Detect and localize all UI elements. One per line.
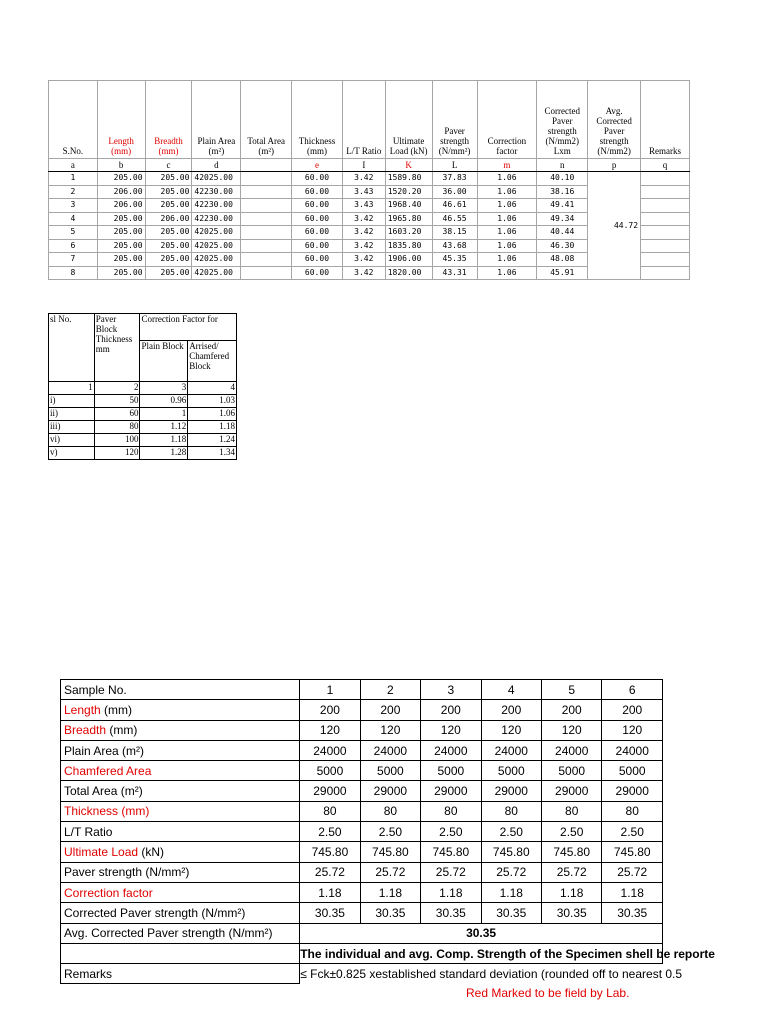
cf-cell-sl: vi) [49, 434, 95, 447]
value-cell: 30.35 [300, 903, 360, 923]
cell-paver: 43.31 [432, 266, 477, 280]
row-label-text: Ultimate Load [64, 845, 139, 860]
cell-paver: 45.35 [432, 253, 477, 267]
cell-thick: 60.00 [292, 266, 343, 280]
std-deviation-note: ≤ Fck±0.825 xestablished standard deviation (rounded off to nearest 0.5 [300, 967, 683, 982]
cell-remarks [641, 185, 690, 199]
value-cell: 2.50 [542, 822, 602, 842]
letter-cell: I [342, 159, 385, 172]
cell-total [241, 253, 292, 267]
value-cell: 24000 [602, 740, 663, 760]
cf-cell-t: 60 [94, 408, 140, 421]
cf-cell-a: 1.24 [188, 434, 237, 447]
cf-col-thickness: Paver Block Thickness mm [94, 314, 140, 382]
cell-remarks [641, 199, 690, 213]
value-cell: 200 [602, 700, 663, 720]
row-label-text: Length [64, 702, 101, 717]
cf-col-arrised: Arrised/ Chamfered Block [188, 341, 237, 382]
cell-load: 1820.00 [385, 266, 432, 280]
row-label [61, 720, 300, 740]
remarks-label: Remarks [61, 964, 300, 984]
table-row [61, 842, 663, 862]
table-row [61, 903, 663, 923]
value-cell: 30.35 [542, 903, 602, 923]
table-row [49, 434, 237, 447]
cell-length: 206.00 [97, 199, 145, 213]
cell-length: 206.00 [97, 185, 145, 199]
cf-cell-a: 1.03 [188, 395, 237, 408]
cell-thick: 60.00 [292, 253, 343, 267]
value-cell: 1.18 [360, 882, 420, 902]
cell-length: 205.00 [97, 239, 145, 253]
row-label [61, 761, 300, 781]
cell-length: 205.00 [97, 226, 145, 240]
cell-total [241, 266, 292, 280]
value-cell: 5000 [481, 761, 541, 781]
letter-cell: c [145, 159, 192, 172]
row-label-text: Plain Area (m²) [64, 743, 145, 758]
value-cell: 80 [421, 801, 481, 821]
breadth-label: Breadth [154, 136, 183, 146]
value-cell: 1.18 [602, 882, 663, 902]
cell-remarks [641, 239, 690, 253]
cell-total [241, 226, 292, 240]
cell-total [241, 212, 292, 226]
value-cell: 745.80 [542, 842, 602, 862]
avg-row [61, 923, 663, 943]
cell-thick: 60.00 [292, 199, 343, 213]
value-cell: 745.80 [481, 842, 541, 862]
value-cell: 745.80 [421, 842, 481, 862]
sample-header-row [61, 680, 663, 700]
cell-paver: 46.55 [432, 212, 477, 226]
cell-corr: 49.34 [537, 212, 588, 226]
value-cell: 1.18 [542, 882, 602, 902]
cell-thick: 60.00 [292, 226, 343, 240]
cell-breadth: 205.00 [145, 199, 192, 213]
value-cell: 5000 [300, 761, 360, 781]
header-row [49, 81, 690, 159]
col-correction-factor: Correction factor [477, 81, 537, 159]
value-cell: 120 [421, 720, 481, 740]
cf-cell-sl: i) [49, 395, 95, 408]
value-cell: 5000 [360, 761, 420, 781]
cell-length: 205.00 [97, 212, 145, 226]
row-label-text: Chamfered Area [64, 763, 152, 778]
sample-number: 1 [300, 680, 360, 700]
cf-header-row [49, 314, 237, 341]
cell-cf: 1.06 [477, 172, 537, 186]
value-cell: 5000 [602, 761, 663, 781]
cell-breadth: 205.00 [145, 266, 192, 280]
cf-col-plain: Plain Block [140, 341, 188, 382]
cell-corr: 40.10 [537, 172, 588, 186]
cell-sno: 8 [49, 266, 98, 280]
cf-colnum: 4 [188, 382, 237, 395]
cf-cell-a: 1.06 [188, 408, 237, 421]
row-label [61, 781, 300, 801]
cell-length: 205.00 [97, 266, 145, 280]
value-cell: 200 [300, 700, 360, 720]
cf-cell-t: 80 [94, 421, 140, 434]
cf-cell-p: 0.96 [140, 395, 188, 408]
value-cell: 30.35 [360, 903, 420, 923]
cf-cell-sl: iii) [49, 421, 95, 434]
value-cell: 25.72 [360, 862, 420, 882]
value-cell: 200 [360, 700, 420, 720]
table1-body [49, 172, 690, 280]
length-unit: (mm) [111, 146, 132, 156]
value-cell: 30.35 [602, 903, 663, 923]
cell-length: 205.00 [97, 172, 145, 186]
cell-breadth: 205.00 [145, 253, 192, 267]
letter-cell: n [537, 159, 588, 172]
cell-plain: 42230.00 [192, 212, 241, 226]
row-label-text: Correction factor [64, 885, 153, 900]
col-length [97, 81, 145, 159]
cell-corr: 48.08 [537, 253, 588, 267]
paver-test-table [48, 80, 690, 280]
cell-corr: 49.41 [537, 199, 588, 213]
remarks-row [61, 964, 663, 984]
cf-cell-p: 1.12 [140, 421, 188, 434]
table-row [49, 395, 237, 408]
cell-sno: 2 [49, 185, 98, 199]
value-cell: 745.80 [300, 842, 360, 862]
row-label [61, 903, 300, 923]
value-cell: 5000 [542, 761, 602, 781]
sample-label: Sample No. [61, 680, 300, 700]
table-row [61, 700, 663, 720]
correction-factor-table [48, 313, 237, 460]
value-cell: 30.35 [481, 903, 541, 923]
cell-plain: 42025.00 [192, 172, 241, 186]
cell-cf: 1.06 [477, 226, 537, 240]
row-label-text: Total Area (m²) [64, 784, 143, 799]
cell-paver: 43.68 [432, 239, 477, 253]
cell-lt: 3.42 [342, 266, 385, 280]
value-cell: 24000 [421, 740, 481, 760]
value-cell: 80 [542, 801, 602, 821]
col-corrected-strength: Corrected Paver strength (N/mm2) Lxm [537, 81, 588, 159]
row-label-text: Thickness (mm) [64, 804, 150, 819]
row-label-text: Corrected Paver strength (N/mm²) [64, 905, 246, 920]
value-cell: 120 [481, 720, 541, 740]
value-cell: 24000 [300, 740, 360, 760]
cell-plain: 42230.00 [192, 185, 241, 199]
cell-remarks [641, 266, 690, 280]
cell-load: 1965.80 [385, 212, 432, 226]
cell-breadth: 205.00 [145, 226, 192, 240]
cell-lt: 3.42 [342, 172, 385, 186]
cell-plain: 42230.00 [192, 199, 241, 213]
letter-cell: b [97, 159, 145, 172]
cell-breadth: 205.00 [145, 172, 192, 186]
sample-number: 5 [542, 680, 602, 700]
value-cell: 1.18 [421, 882, 481, 902]
table-row [61, 740, 663, 760]
cell-remarks [641, 226, 690, 240]
cell-breadth: 205.00 [145, 239, 192, 253]
cell-total [241, 185, 292, 199]
sample-results-table [60, 679, 715, 984]
value-cell: 120 [542, 720, 602, 740]
cell-thick: 60.00 [292, 239, 343, 253]
table-row [61, 801, 663, 821]
cell-load: 1906.00 [385, 253, 432, 267]
cell-thick: 60.00 [292, 172, 343, 186]
row-label-text: Paver strength (N/mm²) [64, 865, 190, 880]
cf-colnum: 3 [140, 382, 188, 395]
value-cell: 1.18 [481, 882, 541, 902]
value-cell: 30.35 [421, 903, 481, 923]
value-cell: 120 [300, 720, 360, 740]
row-label-text: Breadth [64, 723, 107, 738]
letter-row [49, 159, 690, 172]
sample-number: 4 [481, 680, 541, 700]
cell-cf: 1.06 [477, 239, 537, 253]
row-label [61, 882, 300, 902]
letter-cell: d [192, 159, 241, 172]
letter-cell: m [477, 159, 537, 172]
value-cell: 2.50 [421, 822, 481, 842]
cell-lt: 3.42 [342, 212, 385, 226]
table-row [49, 421, 237, 434]
cell-breadth: 206.00 [145, 212, 192, 226]
value-cell: 25.72 [542, 862, 602, 882]
cell-plain: 42025.00 [192, 239, 241, 253]
col-avg-corrected: Avg. Corrected Paver strength (N/mm2) [588, 81, 641, 159]
cf-cell-p: 1.28 [140, 447, 188, 460]
cell-corr: 40.44 [537, 226, 588, 240]
cell-load: 1603.20 [385, 226, 432, 240]
cell-remarks [641, 253, 690, 267]
value-cell: 200 [481, 700, 541, 720]
value-cell: 25.72 [300, 862, 360, 882]
cell-length: 205.00 [97, 253, 145, 267]
letter-cell [241, 159, 292, 172]
cell-plain: 42025.00 [192, 226, 241, 240]
cell-cf: 1.06 [477, 185, 537, 199]
cell-sno: 3 [49, 199, 98, 213]
cell-sno: 4 [49, 212, 98, 226]
value-cell: 24000 [542, 740, 602, 760]
value-cell: 29000 [360, 781, 420, 801]
cf-cell-t: 50 [94, 395, 140, 408]
value-cell: 80 [300, 801, 360, 821]
cell-paver: 38.15 [432, 226, 477, 240]
cell-lt: 3.43 [342, 185, 385, 199]
length-label: Length [108, 136, 134, 146]
cf-cell-a: 1.18 [188, 421, 237, 434]
cell-cf: 1.06 [477, 266, 537, 280]
row-label [61, 801, 300, 821]
value-cell: 29000 [300, 781, 360, 801]
cell-sno: 6 [49, 239, 98, 253]
value-cell: 120 [360, 720, 420, 740]
value-cell: 25.72 [481, 862, 541, 882]
red-marked-note: Red Marked to be field by Lab. [466, 986, 630, 1000]
cell-cf: 1.06 [477, 199, 537, 213]
row-label [61, 842, 300, 862]
cell-sno: 7 [49, 253, 98, 267]
value-cell: 29000 [542, 781, 602, 801]
cf-cell-a: 1.34 [188, 447, 237, 460]
letter-cell: K [385, 159, 432, 172]
value-cell: 80 [481, 801, 541, 821]
value-cell: 200 [542, 700, 602, 720]
cf-cell-sl: v) [49, 447, 95, 460]
value-cell: 2.50 [300, 822, 360, 842]
cf-colnum-row [49, 382, 237, 395]
cf-colnum: 1 [49, 382, 95, 395]
cell-sno: 5 [49, 226, 98, 240]
cell-lt: 3.42 [342, 239, 385, 253]
value-cell: 24000 [360, 740, 420, 760]
col-sno: S.No. [49, 81, 98, 159]
cf-col-sl: sl No. [49, 314, 95, 382]
letter-cell: e [292, 159, 343, 172]
table-row [49, 172, 690, 186]
table-row [61, 862, 663, 882]
cell-lt: 3.43 [342, 199, 385, 213]
cell-lt: 3.42 [342, 253, 385, 267]
table-row [61, 761, 663, 781]
cf-cell-sl: ii) [49, 408, 95, 421]
letter-cell: p [588, 159, 641, 172]
value-cell: 2.50 [360, 822, 420, 842]
col-ultimate-load: Ultimate Load (kN) [385, 81, 432, 159]
cell-corr: 46.30 [537, 239, 588, 253]
letter-cell: a [49, 159, 98, 172]
cell-paver: 36.00 [432, 185, 477, 199]
cell-load: 1589.80 [385, 172, 432, 186]
value-cell: 745.80 [602, 842, 663, 862]
cell-corr: 38.16 [537, 185, 588, 199]
row-label [61, 740, 300, 760]
row-label-text: (mm) [106, 723, 138, 738]
sample-results-body [61, 680, 715, 984]
row-label [61, 822, 300, 842]
col-breadth [145, 81, 192, 159]
value-cell: 2.50 [481, 822, 541, 842]
cf-body [49, 395, 237, 460]
value-cell: 2.50 [602, 822, 663, 842]
cell-breadth: 205.00 [145, 185, 192, 199]
cf-cell-t: 100 [94, 434, 140, 447]
avg-value: 30.35 [300, 923, 663, 943]
col-thickness: Thickness (mm) [292, 81, 343, 159]
cell-corr: 45.91 [537, 266, 588, 280]
letter-cell: L [432, 159, 477, 172]
cell-remarks [641, 172, 690, 186]
value-cell: 1.18 [300, 882, 360, 902]
table-row [61, 781, 663, 801]
report-note: The individual and avg. Comp. Strength of the Specimen shell be reporte [300, 943, 663, 963]
cell-lt: 3.42 [342, 226, 385, 240]
cell-total [241, 172, 292, 186]
value-cell: 24000 [481, 740, 541, 760]
row-label [61, 862, 300, 882]
cf-col-factor: Correction Factor for [140, 314, 237, 341]
sample-number: 3 [421, 680, 481, 700]
col-paver-strength: Paver strength (N/mm²) [432, 81, 477, 159]
cell-sno: 1 [49, 172, 98, 186]
cell-cf: 1.06 [477, 253, 537, 267]
value-cell: 80 [602, 801, 663, 821]
cell-load: 1520.20 [385, 185, 432, 199]
cell-plain: 42025.00 [192, 266, 241, 280]
cell-thick: 60.00 [292, 212, 343, 226]
cell-load: 1968.40 [385, 199, 432, 213]
breadth-unit: (mm) [158, 146, 179, 156]
value-cell: 120 [602, 720, 663, 740]
row-label-text: (mm) [100, 702, 133, 717]
letter-cell: q [641, 159, 690, 172]
note-spacer [61, 943, 300, 963]
value-cell: 25.72 [421, 862, 481, 882]
table-row [61, 882, 663, 902]
cell-total [241, 199, 292, 213]
row-label-text: L/T Ratio [64, 824, 113, 839]
avg-label: Avg. Corrected Paver strength (N/mm²) [61, 923, 300, 943]
value-cell: 80 [360, 801, 420, 821]
col-lt-ratio: L/T Ratio [342, 81, 385, 159]
avg-corrected-cell: 44.72 [588, 172, 641, 280]
cell-cf: 1.06 [477, 212, 537, 226]
cell-load: 1835.80 [385, 239, 432, 253]
value-cell: 29000 [481, 781, 541, 801]
cf-cell-p: 1.18 [140, 434, 188, 447]
table-row [61, 822, 663, 842]
value-cell: 745.80 [360, 842, 420, 862]
row-label [61, 700, 300, 720]
value-cell: 5000 [421, 761, 481, 781]
value-cell: 200 [421, 700, 481, 720]
row-label-text: (kN) [138, 845, 165, 860]
cell-remarks [641, 212, 690, 226]
sample-number: 2 [360, 680, 420, 700]
cell-thick: 60.00 [292, 185, 343, 199]
table-row [49, 408, 237, 421]
col-remarks: Remarks [641, 81, 690, 159]
table-row [61, 720, 663, 740]
cf-cell-t: 120 [94, 447, 140, 460]
note-row [61, 943, 663, 963]
sample-number: 6 [602, 680, 663, 700]
cell-paver: 37.83 [432, 172, 477, 186]
value-cell: 29000 [602, 781, 663, 801]
value-cell: 25.72 [602, 862, 663, 882]
col-total-area: Total Area (m²) [241, 81, 292, 159]
cf-colnum: 2 [94, 382, 140, 395]
col-plain-area: Plain Area (m²) [192, 81, 241, 159]
cell-plain: 42025.00 [192, 253, 241, 267]
value-cell: 29000 [421, 781, 481, 801]
cf-cell-p: 1 [140, 408, 188, 421]
cell-total [241, 239, 292, 253]
table-row [49, 447, 237, 460]
cell-paver: 46.61 [432, 199, 477, 213]
